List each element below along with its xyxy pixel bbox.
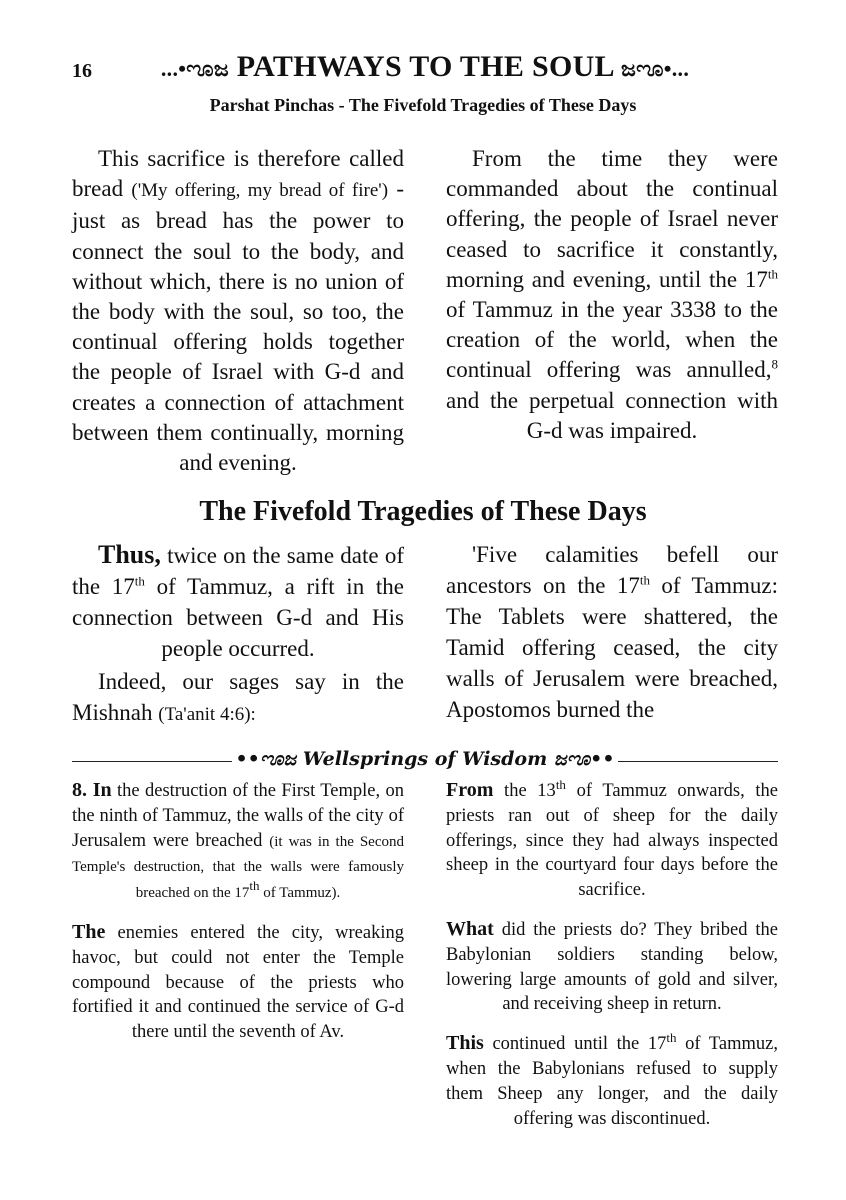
text-run: This sacrifice is therefore called bread	[72, 146, 404, 202]
paragraph	[72, 539, 404, 664]
top-right-column	[446, 144, 778, 446]
text-run: - just as bread has the power to connect the soul to the body, and without which, there is no union of the body with the soul, so too, the continual offering holds together the people of Israel with G-d and creates a connection of attachment between them continually, morning and evening.	[72, 176, 404, 476]
ornament-left-icon: ...•ೡಜ	[160, 56, 229, 81]
text-run: of Tammuz onwards, the priests ran out of sheep for the daily offerings, since they had always inspected sheep in the courtyard four days before the sacrifice.	[446, 781, 778, 901]
footnotes-right-column	[446, 778, 778, 1143]
footnote-marker[interactable]: 8	[771, 356, 778, 372]
text-run-small: (it was in the Second Temple's destruction, that the walls were famously breached on the 17	[72, 833, 404, 902]
superscript: th	[639, 572, 650, 588]
running-title	[130, 50, 720, 84]
text-run: the destruction of the First Temple, on the ninth of Tammuz, the walls of the city of Jerusalem were breached	[72, 781, 404, 851]
ornament-right-icon: ಜೡ••	[553, 748, 615, 770]
text-run: of Tammuz in the year 3338 to the creation of the world, when the continual offering was annulled,	[446, 297, 778, 383]
divider-label-text: Wellsprings of Wisdom	[302, 748, 548, 770]
footnote-lead: 8. In	[72, 779, 112, 801]
text-run-small: ('My offering, my bread of fire')	[131, 180, 389, 202]
page-subtitle: Parshat Pinchas - The Fivefold Tragedies of These Days	[209, 95, 637, 115]
footnote-lead: What	[446, 917, 494, 940]
ornament-right-icon: ಜೡ•...	[621, 56, 690, 81]
text-run: and the perpetual connection with G-d was impaired.	[446, 387, 778, 443]
text-run: of Tammuz, when the Babylonians refused to supply them Sheep any longer, and the daily offering was discontinued.	[446, 1034, 778, 1129]
paragraph	[72, 666, 404, 730]
text-run: enemies entered the city, wreaking havoc, but could not enter the Temple compound because of the priests who fortified it and continued the service of G-d there until the seventh of Av.	[72, 922, 404, 1043]
text-run: continued until the 17	[483, 1034, 667, 1055]
footnote	[72, 778, 404, 906]
text-run: 'Five calamities befell our ancestors on the 17	[446, 542, 778, 598]
paragraph	[446, 144, 778, 446]
footnotes-left-column	[72, 778, 404, 1057]
footnote	[446, 778, 778, 903]
footnote-lead: From	[446, 779, 494, 801]
section-left-column	[72, 539, 404, 730]
superscript: th	[767, 266, 778, 282]
divider-label	[72, 748, 778, 770]
section-right-column	[446, 539, 778, 725]
text-run: twice on the same date of the 17	[72, 543, 404, 599]
footnote-lead: This	[446, 1032, 484, 1055]
paragraph	[72, 144, 404, 478]
ornament-left-icon: ••ೡಜ	[235, 748, 297, 770]
superscript: th	[134, 573, 145, 589]
page-number: 16	[72, 60, 92, 82]
footnote-divider	[72, 750, 778, 772]
text-run-small: of Tammuz).	[259, 885, 341, 902]
superscript: th	[249, 878, 260, 894]
footnote	[72, 920, 404, 1045]
text-run: of Tammuz, a rift in the connection between G-d and His people occurred.	[72, 574, 404, 661]
text-run-small: (Ta'anit 4:6):	[158, 704, 256, 725]
lead-word: Thus,	[98, 540, 161, 569]
text-run: From the time they were commanded about the continual offering, the people of Israel never ceased to sacrifice it constantly, morning and evening, until the 17	[446, 146, 778, 292]
superscript: th	[555, 776, 566, 792]
section-heading: The Fivefold Tragedies of These Days	[199, 496, 647, 527]
text-run: of Tammuz: The Tablets were shattered, the Tamid offering ceased, the city walls of Jerusalem were breached, Apostomos burned the	[446, 573, 778, 722]
footnote	[446, 1031, 778, 1131]
text-run: Indeed, our sages say in the Mishnah	[72, 669, 404, 725]
text-run: the 13	[493, 781, 556, 801]
footnote-lead: The	[72, 920, 106, 943]
text-run: did the priests do? They bribed the Babylonian soldiers standing below, lowering large amounts of gold and silver, and receiving sheep in return.	[446, 919, 778, 1015]
footnote	[446, 917, 778, 1017]
paragraph	[446, 539, 778, 725]
superscript: th	[666, 1030, 677, 1046]
top-left-column	[72, 144, 404, 478]
book-title: PATHWAYS TO THE SOUL	[236, 50, 614, 83]
